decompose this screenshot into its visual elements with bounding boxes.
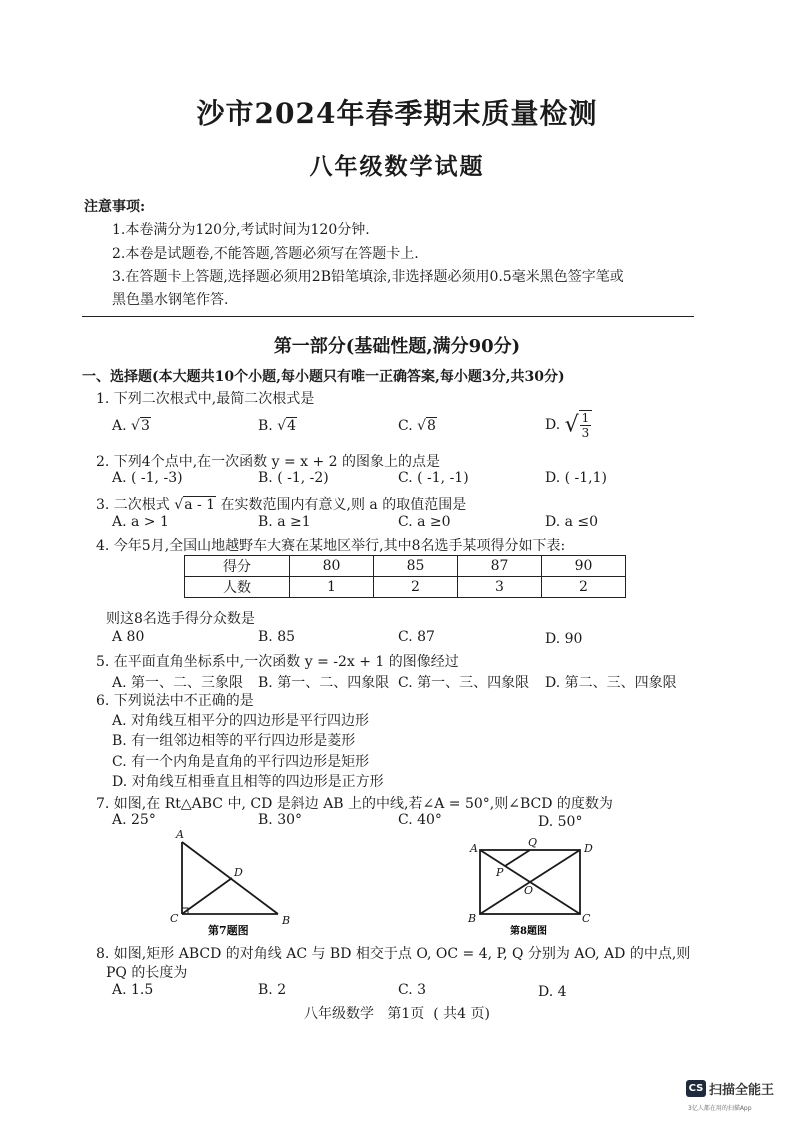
q8-option-a: A. 1.5 (112, 982, 154, 998)
page-footer: 八年级数学 第1页 ( 共4 页) (304, 1006, 490, 1022)
figure-7 (166, 826, 300, 938)
q7-option-c: C. 40° (398, 812, 442, 828)
exam-subtitle: 八年级数学试题 (309, 153, 485, 180)
notice-item-3-cont: 黑色墨水钢笔作答. (112, 292, 229, 308)
q8-stem: 8. 如图,矩形 ABCD 的对角线 AC 与 BD 相交于点 O, OC = 4, P, Q 分别为 AO, AD 的中点,则 (96, 946, 691, 962)
notice-heading: 注意事项: (84, 199, 146, 215)
table-cell: 90 (542, 556, 626, 577)
table-cell: 得分 (185, 556, 290, 577)
table-cell: 1 (290, 577, 374, 598)
q5-option-a: A. 第一、二、三象限 (112, 675, 244, 691)
notice-item-3: 3.在答题卡上答题,选择题必须用2B铅笔填涂,非选择题必须用0.5毫米黑色签字笔或 (112, 269, 624, 285)
fig7-caption: 第7题图 (208, 924, 249, 937)
q8-stem-cont: PQ 的长度为 (106, 965, 188, 981)
q3-stem: 3. 二次根式 √a - 1 在实数范围内有意义,则 a 的取值范围是 (96, 497, 467, 513)
q6-stem: 6. 下列说法中不正确的是 (96, 693, 254, 709)
notice-item-1: 1.本卷满分为120分,考试时间为120分钟. (112, 222, 370, 238)
fig8-label-a: A (470, 842, 478, 855)
q6-option-d: D. 对角线互相垂直且相等的四边形是正方形 (112, 774, 384, 790)
figure-8 (462, 832, 602, 940)
table-cell: 80 (290, 556, 374, 577)
fig8-label-c: C (582, 912, 591, 925)
q4-option-c: C. 87 (398, 629, 435, 645)
q2-option-c: C. ( -1, -1) (398, 470, 469, 486)
q8-option-c: C. 3 (398, 982, 427, 998)
fig8-label-b: B (468, 912, 477, 925)
q3-option-d: D. a ≤0 (545, 514, 599, 530)
q4-stem: 4. 今年5月,全国山地越野车大赛在某地区举行,其中8名选手某项得分如下表: (96, 538, 566, 554)
q8-option-b: B. 2 (258, 982, 287, 998)
q6-option-b: B. 有一组邻边相等的平行四边形是菱形 (112, 733, 356, 749)
section-heading: 一、选择题(本大题共10个小题,每小题只有唯一正确答案,每小题3分,共30分) (82, 369, 565, 385)
q8-option-d: D. 4 (538, 984, 567, 1000)
q3-option-b: B. a ≥1 (258, 514, 311, 530)
table-cell: 2 (542, 577, 626, 598)
table-row (185, 556, 626, 577)
fig7-label-c: C (170, 912, 179, 925)
scanner-app-name: 扫描全能王 (709, 1083, 775, 1098)
part-title: 第一部分(基础性题,满分90分) (273, 336, 521, 357)
q7-option-d: D. 50° (538, 814, 583, 830)
q4-ask: 则这8名选手得分众数是 (106, 611, 255, 627)
q4-score-table (184, 555, 626, 598)
table-cell: 人数 (185, 577, 290, 598)
fig8-caption: 第8题图 (510, 926, 547, 937)
q5-stem: 5. 在平面直角坐标系中,一次函数 y = -2x + 1 的图像经过 (96, 654, 459, 670)
q2-stem: 2. 下列4个点中,在一次函数 y = x + 2 的图象上的点是 (96, 454, 441, 470)
q2-option-d: D. ( -1,1) (545, 470, 607, 486)
table-cell: 3 (458, 577, 542, 598)
q4-option-a: A 80 (112, 629, 145, 645)
notice-item-2: 2.本卷是试题卷,不能答题,答题必须写在答题卡上. (112, 246, 419, 262)
fig8-label-q: Q (528, 836, 538, 849)
q5-option-b: B. 第一、二、四象限 (258, 675, 390, 691)
divider-line (82, 316, 694, 317)
q1-option-d: D. √ $\frac{1}{3}$ (545, 410, 592, 440)
scanner-tagline: 3亿人都在用的扫描App (688, 1105, 752, 1112)
table-cell: 85 (374, 556, 458, 577)
table-cell: 2 (374, 577, 458, 598)
q2-option-a: A. ( -1, -3) (112, 470, 183, 486)
q1-option-c: C. √8 (398, 418, 436, 434)
exam-title: 沙市2024年春季期末质量检测 (196, 97, 598, 130)
fig7-label-b: B (282, 914, 291, 927)
q7-option-b: B. 30° (258, 812, 303, 828)
q1-option-a: A. √3 (112, 418, 150, 434)
scanner-watermark (686, 1078, 774, 1098)
q4-option-d: D. 90 (545, 631, 583, 647)
q1-stem: 1. 下列二次根式中,最简二次根式是 (96, 391, 315, 407)
fig8-label-o: O (524, 884, 534, 897)
q4-option-b: B. 85 (258, 629, 296, 645)
table-cell: 87 (458, 556, 542, 577)
fig7-label-a: A (176, 828, 184, 841)
scanner-logo-icon: CS (686, 1080, 706, 1097)
q6-option-c: C. 有一个内角是直角的平行四边形是矩形 (112, 754, 370, 770)
q2-option-b: B. ( -1, -2) (258, 470, 329, 486)
table-row (185, 577, 626, 598)
fig8-label-d: D (584, 842, 593, 855)
q5-option-c: C. 第一、三、四象限 (398, 675, 530, 691)
q5-option-d: D. 第二、三、四象限 (545, 675, 677, 691)
q7-stem: 7. 如图,在 Rt△ABC 中, CD 是斜边 AB 上的中线,若∠A = 50°,则∠BCD 的度数为 (96, 796, 613, 812)
q6-option-a: A. 对角线互相平分的四边形是平行四边形 (112, 713, 370, 729)
fig7-label-d: D (234, 866, 243, 879)
q7-option-a: A. 25° (112, 812, 156, 828)
q1-option-b: B. √4 (258, 418, 297, 434)
fig8-label-p: P (496, 866, 504, 879)
q3-option-c: C. a ≥0 (398, 514, 451, 530)
q3-option-a: A. a > 1 (112, 514, 169, 530)
